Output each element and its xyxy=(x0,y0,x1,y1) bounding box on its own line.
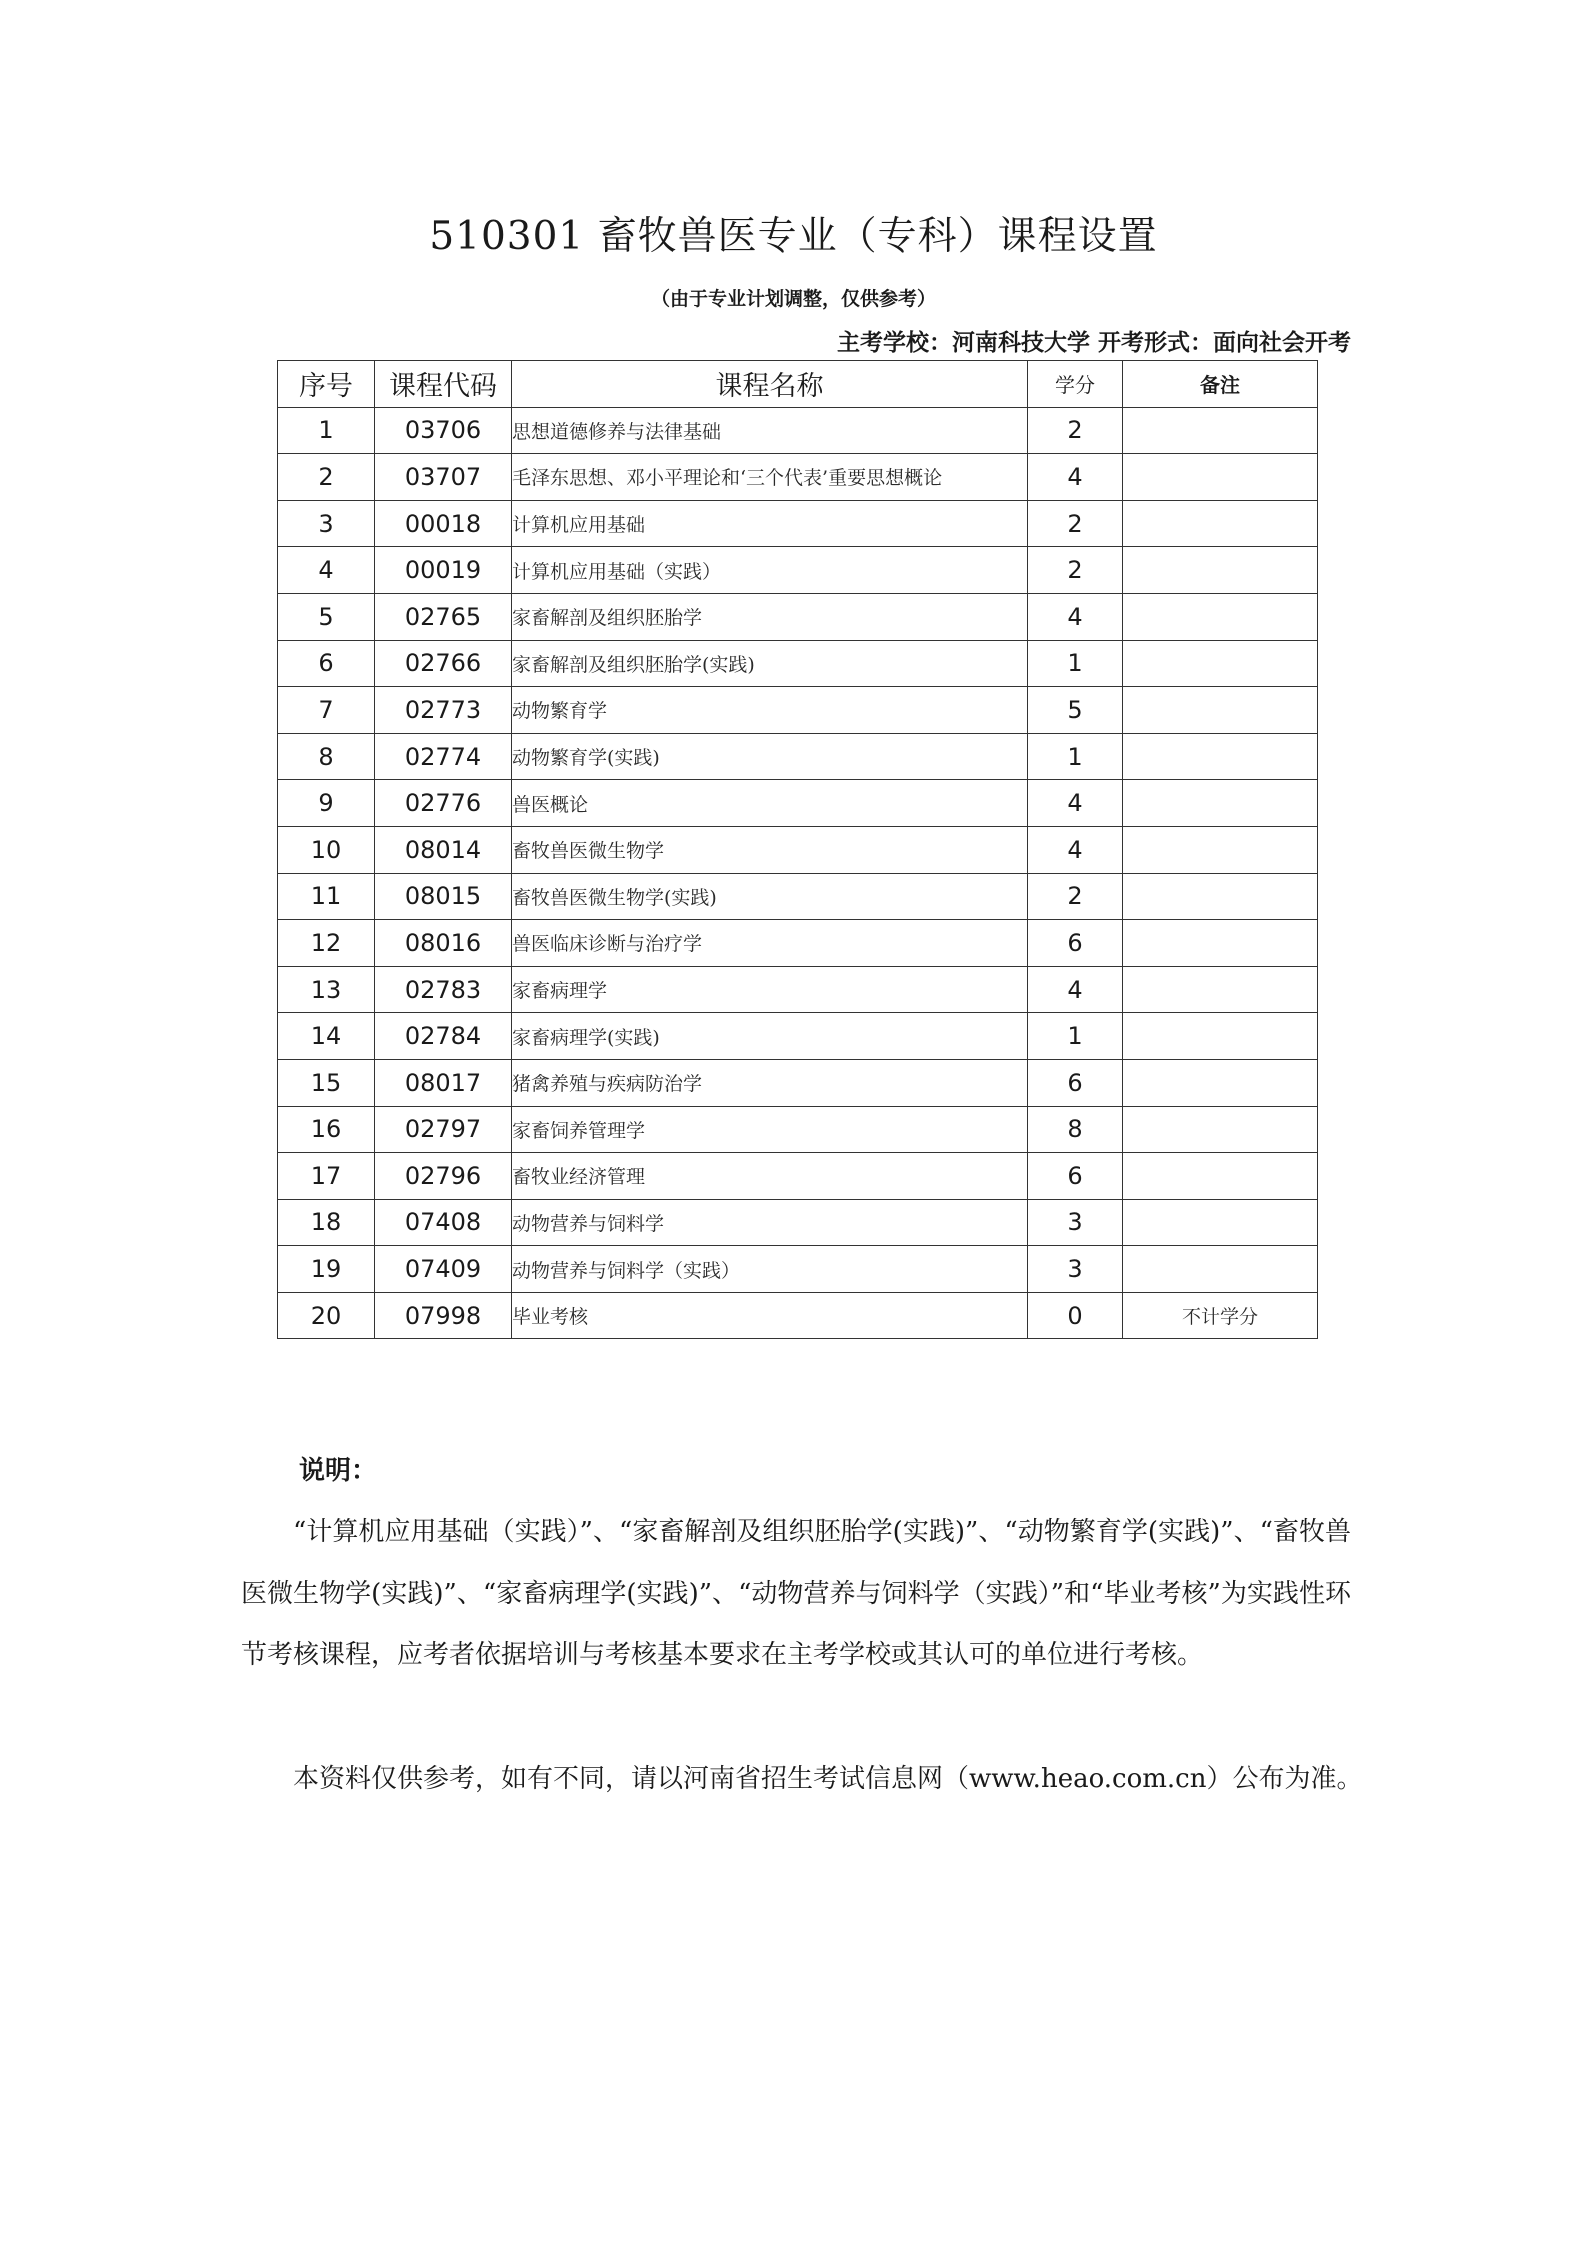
cell-remark xyxy=(1123,593,1318,640)
cell-remark xyxy=(1123,920,1318,967)
table-row xyxy=(278,1246,1318,1293)
table-row xyxy=(278,1292,1318,1339)
cell-course-name: 动物繁育学(实践) xyxy=(512,733,1028,780)
cell-credits: 2 xyxy=(1028,407,1123,454)
cell-course-name: 家畜解剖及组织胚胎学 xyxy=(512,593,1028,640)
cell-credits: 2 xyxy=(1028,547,1123,594)
cell-index: 8 xyxy=(278,733,375,780)
header-credits: 学分 xyxy=(1028,361,1123,408)
table-row xyxy=(278,1199,1318,1246)
table-row xyxy=(278,593,1318,640)
cell-code: 02796 xyxy=(375,1153,512,1200)
cell-index: 20 xyxy=(278,1292,375,1339)
cell-course-name: 兽医临床诊断与治疗学 xyxy=(512,920,1028,967)
cell-code: 02783 xyxy=(375,966,512,1013)
cell-course-name: 动物营养与饲料学 xyxy=(512,1199,1028,1246)
notes-reference: 本资料仅供参考，如有不同，请以河南省招生考试信息网（www.heao.com.cn）公布为准。 xyxy=(293,1764,1363,1794)
cell-code: 08014 xyxy=(375,826,512,873)
cell-index: 17 xyxy=(278,1153,375,1200)
cell-remark xyxy=(1123,1199,1318,1246)
cell-code: 02773 xyxy=(375,687,512,734)
course-table xyxy=(277,360,1318,1339)
cell-remark xyxy=(1123,966,1318,1013)
cell-code: 02797 xyxy=(375,1106,512,1153)
table-row xyxy=(278,687,1318,734)
cell-credits: 4 xyxy=(1028,966,1123,1013)
cell-course-name: 畜牧兽医微生物学 xyxy=(512,826,1028,873)
cell-index: 13 xyxy=(278,966,375,1013)
cell-code: 03707 xyxy=(375,454,512,501)
cell-course-name: 家畜解剖及组织胚胎学(实践) xyxy=(512,640,1028,687)
cell-code: 00019 xyxy=(375,547,512,594)
cell-index: 5 xyxy=(278,593,375,640)
cell-remark xyxy=(1123,687,1318,734)
cell-credits: 4 xyxy=(1028,826,1123,873)
cell-course-name: 家畜病理学 xyxy=(512,966,1028,1013)
cell-course-name: 兽医概论 xyxy=(512,780,1028,827)
cell-credits: 0 xyxy=(1028,1292,1123,1339)
cell-index: 4 xyxy=(278,547,375,594)
cell-code: 08016 xyxy=(375,920,512,967)
header-code: 课程代码 xyxy=(375,361,512,408)
cell-remark xyxy=(1123,640,1318,687)
cell-remark xyxy=(1123,1153,1318,1200)
table-header-row xyxy=(278,361,1318,408)
cell-course-name: 家畜病理学(实践) xyxy=(512,1013,1028,1060)
cell-index: 11 xyxy=(278,873,375,920)
school-info-line: 主考学校：河南科技大学 开考形式：面向社会开考 xyxy=(836,329,1351,356)
cell-index: 7 xyxy=(278,687,375,734)
cell-remark xyxy=(1123,873,1318,920)
cell-credits: 6 xyxy=(1028,1059,1123,1106)
cell-code: 02774 xyxy=(375,733,512,780)
table-body xyxy=(278,407,1318,1339)
cell-credits: 1 xyxy=(1028,640,1123,687)
cell-remark xyxy=(1123,780,1318,827)
cell-code: 08015 xyxy=(375,873,512,920)
table-row xyxy=(278,826,1318,873)
notes-body: “计算机应用基础（实践）”、“家畜解剖及组织胚胎学(实践)”、“动物繁育学(实践)”、“畜牧兽医微生物学(实践)”、“家畜病理学(实践)”、“动物营养与饲料学（实践）”和“毕业考核”为实践性环节考核课程，应考者依据培训与考核基本要求在主考学校或其认可的单位进行考核。 xyxy=(241,1517,1351,1670)
cell-credits: 6 xyxy=(1028,920,1123,967)
cell-course-name: 毛泽东思想、邓小平理论和‘三个代表’重要思想概论 xyxy=(512,454,1028,501)
cell-remark xyxy=(1123,407,1318,454)
cell-course-name: 毕业考核 xyxy=(512,1292,1028,1339)
table-row xyxy=(278,780,1318,827)
cell-code: 07408 xyxy=(375,1199,512,1246)
cell-index: 10 xyxy=(278,826,375,873)
table-row xyxy=(278,733,1318,780)
cell-index: 16 xyxy=(278,1106,375,1153)
cell-index: 12 xyxy=(278,920,375,967)
cell-course-name: 猪禽养殖与疾病防治学 xyxy=(512,1059,1028,1106)
cell-remark xyxy=(1123,1106,1318,1153)
cell-credits: 2 xyxy=(1028,500,1123,547)
header-index: 序号 xyxy=(278,361,375,408)
cell-course-name: 畜牧兽医微生物学(实践) xyxy=(512,873,1028,920)
cell-credits: 1 xyxy=(1028,733,1123,780)
table-row xyxy=(278,640,1318,687)
cell-code: 02784 xyxy=(375,1013,512,1060)
cell-credits: 4 xyxy=(1028,454,1123,501)
cell-index: 19 xyxy=(278,1246,375,1293)
cell-index: 6 xyxy=(278,640,375,687)
table-row xyxy=(278,1059,1318,1106)
cell-remark xyxy=(1123,500,1318,547)
cell-credits: 3 xyxy=(1028,1199,1123,1246)
cell-credits: 4 xyxy=(1028,780,1123,827)
table-row xyxy=(278,1106,1318,1153)
cell-course-name: 家畜饲养管理学 xyxy=(512,1106,1028,1153)
cell-code: 02766 xyxy=(375,640,512,687)
cell-course-name: 计算机应用基础 xyxy=(512,500,1028,547)
table-row xyxy=(278,920,1318,967)
table-row xyxy=(278,873,1318,920)
cell-code: 07998 xyxy=(375,1292,512,1339)
cell-index: 1 xyxy=(278,407,375,454)
cell-remark xyxy=(1123,733,1318,780)
table-row xyxy=(278,454,1318,501)
cell-index: 15 xyxy=(278,1059,375,1106)
cell-course-name: 思想道德修养与法律基础 xyxy=(512,407,1028,454)
cell-credits: 1 xyxy=(1028,1013,1123,1060)
table-row xyxy=(278,407,1318,454)
header-name: 课程名称 xyxy=(512,361,1028,408)
header-remark: 备注 xyxy=(1123,361,1318,408)
cell-remark xyxy=(1123,1013,1318,1060)
cell-course-name: 动物繁育学 xyxy=(512,687,1028,734)
table-row xyxy=(278,966,1318,1013)
cell-credits: 4 xyxy=(1028,593,1123,640)
cell-index: 2 xyxy=(278,454,375,501)
cell-remark: 不计学分 xyxy=(1123,1292,1318,1339)
cell-credits: 3 xyxy=(1028,1246,1123,1293)
cell-course-name: 计算机应用基础（实践） xyxy=(512,547,1028,594)
table-row xyxy=(278,547,1318,594)
cell-remark xyxy=(1123,547,1318,594)
cell-index: 14 xyxy=(278,1013,375,1060)
table-row xyxy=(278,500,1318,547)
page-title: 510301 畜牧兽医专业（专科）课程设置 xyxy=(429,214,1158,259)
table-row xyxy=(278,1153,1318,1200)
cell-remark xyxy=(1123,826,1318,873)
cell-credits: 2 xyxy=(1028,873,1123,920)
cell-index: 3 xyxy=(278,500,375,547)
cell-code: 07409 xyxy=(375,1246,512,1293)
cell-code: 00018 xyxy=(375,500,512,547)
cell-code: 08017 xyxy=(375,1059,512,1106)
cell-credits: 5 xyxy=(1028,687,1123,734)
notes-heading: 说明： xyxy=(299,1456,378,1486)
cell-course-name: 动物营养与饲料学（实践） xyxy=(512,1246,1028,1293)
cell-credits: 6 xyxy=(1028,1153,1123,1200)
page-subtitle: （由于专业计划调整，仅供参考） xyxy=(650,288,936,310)
cell-credits: 8 xyxy=(1028,1106,1123,1153)
cell-remark xyxy=(1123,1059,1318,1106)
cell-code: 03706 xyxy=(375,407,512,454)
cell-code: 02776 xyxy=(375,780,512,827)
cell-index: 18 xyxy=(278,1199,375,1246)
cell-course-name: 畜牧业经济管理 xyxy=(512,1153,1028,1200)
cell-index: 9 xyxy=(278,780,375,827)
cell-remark xyxy=(1123,1246,1318,1293)
cell-code: 02765 xyxy=(375,593,512,640)
table-row xyxy=(278,1013,1318,1060)
cell-remark xyxy=(1123,454,1318,501)
